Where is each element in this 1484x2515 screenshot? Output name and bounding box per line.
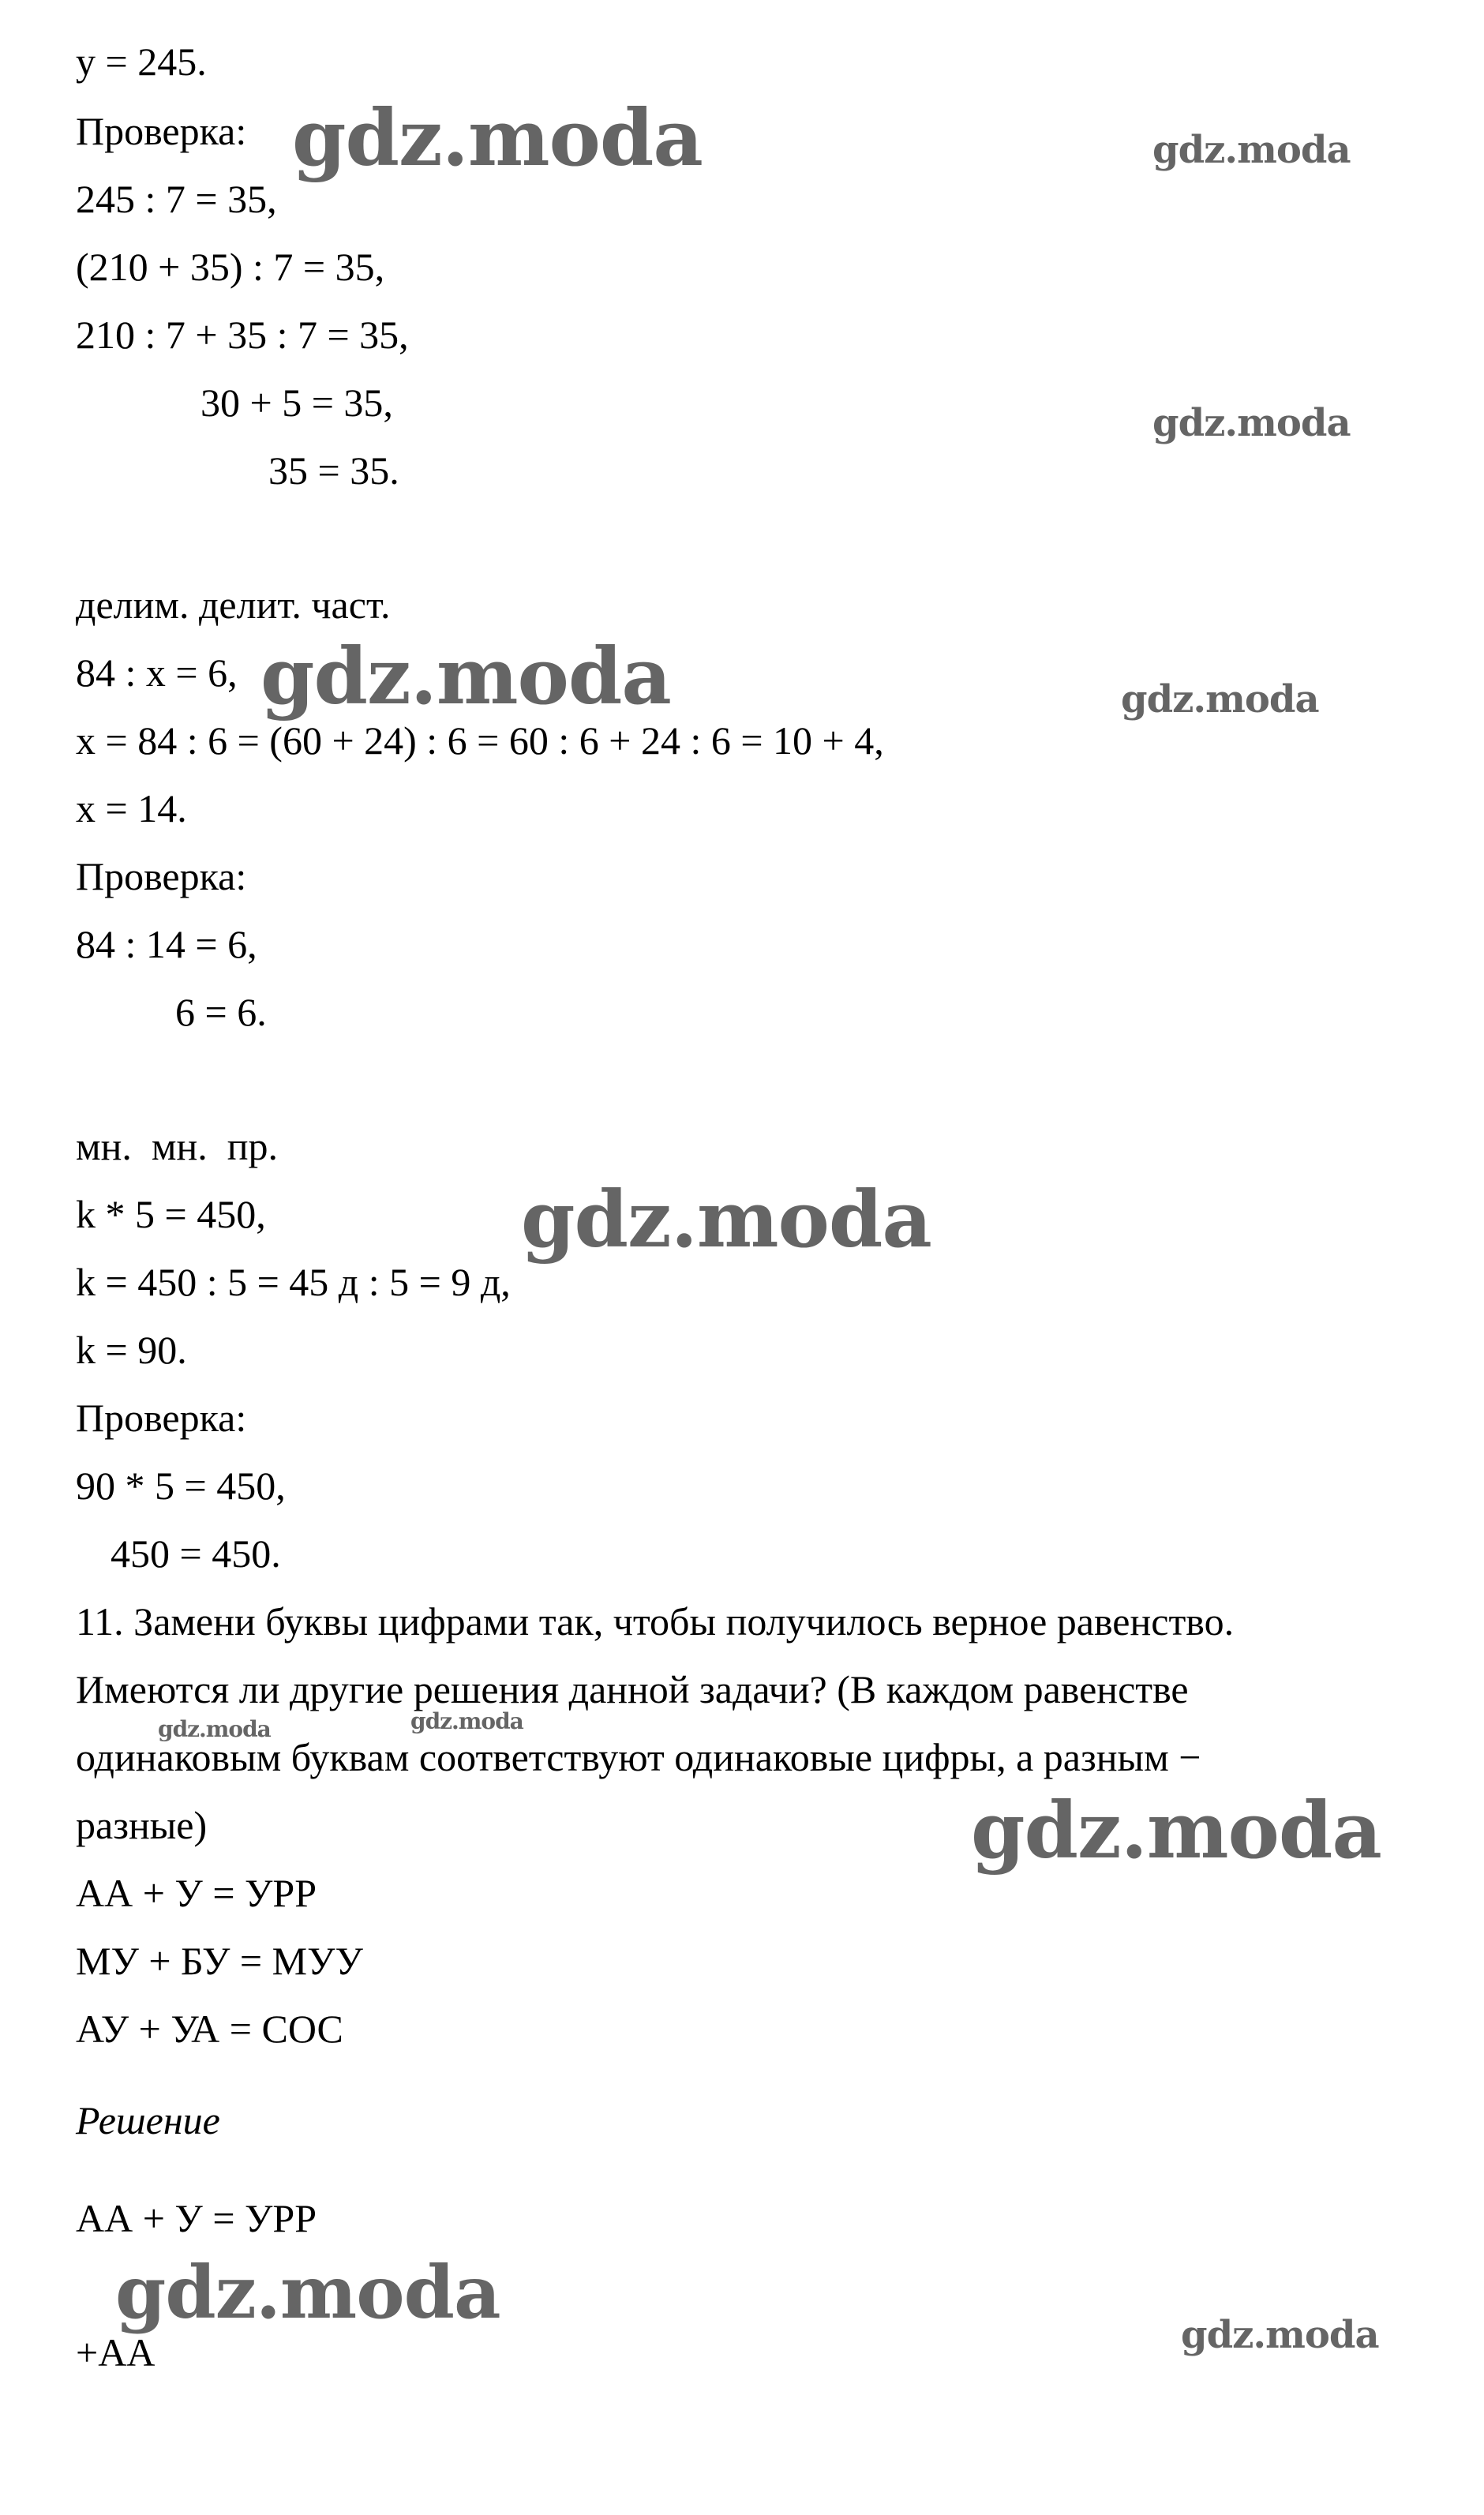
watermark: gdz.moda xyxy=(115,2250,500,2335)
text-line: 84 : x = 6, xyxy=(76,650,238,695)
text-line: 84 : 14 = 6, xyxy=(76,922,257,966)
text-line: 245 : 7 = 35, xyxy=(76,177,277,221)
text-line: (210 + 35) : 7 = 35, xyxy=(76,245,385,289)
watermark: gdz.moda xyxy=(1181,2313,1379,2357)
text-line: +АА xyxy=(76,2330,156,2374)
text-line: 450 = 450. xyxy=(111,1531,281,1576)
text-line: k = 90. xyxy=(76,1328,187,1372)
watermark: gdz.moda xyxy=(260,632,671,722)
text-line: делим. делит. част. xyxy=(76,583,391,627)
watermark: gdz.moda xyxy=(1152,401,1351,445)
watermark: gdz.moda xyxy=(1152,128,1351,172)
text-line: x = 84 : 6 = (60 + 24) : 6 = 60 : 6 + 24 : 6 = 10 + 4, xyxy=(76,718,884,763)
text-line: одинаковым буквам соответствуют одинаковые цифры, а разным − xyxy=(76,1735,1201,1779)
text-line: x = 14. xyxy=(76,786,187,830)
equation-line: АА + У = УРР xyxy=(76,1871,317,1915)
text-line: 90 * 5 = 450, xyxy=(76,1464,286,1508)
watermark: gdz.moda xyxy=(971,1786,1381,1876)
text-line: Проверка: xyxy=(76,1396,247,1440)
text-line: 35 = 35. xyxy=(268,448,399,493)
text-line: 6 = 6. xyxy=(175,990,267,1034)
text-line: мн. мн. пр. xyxy=(76,1124,279,1168)
solution-heading: Решение xyxy=(76,2098,220,2142)
text-line: разные) xyxy=(76,1803,208,1847)
equation-line: АУ + УА = СОС xyxy=(76,2007,343,2051)
watermark: gdz.moda xyxy=(158,1716,271,1742)
watermark: gdz.moda xyxy=(292,93,703,184)
watermark: gdz.moda xyxy=(410,1708,523,1734)
text-line: k = 450 : 5 = 45 д : 5 = 9 д, xyxy=(76,1260,511,1304)
task-heading: 11. Замени буквы цифрами так, чтобы получилось верное равенство. xyxy=(76,1599,1235,1644)
text-line: 210 : 7 + 35 : 7 = 35, xyxy=(76,313,409,357)
watermark: gdz.moda xyxy=(521,1175,931,1265)
text-line: Проверка: xyxy=(76,109,247,153)
equation-line: АА + У = УРР xyxy=(76,2196,317,2240)
text-line: 30 + 5 = 35, xyxy=(200,380,393,425)
text-line: y = 245. xyxy=(76,39,207,84)
text-line: Проверка: xyxy=(76,854,247,898)
text-line: k * 5 = 450, xyxy=(76,1192,266,1236)
watermark: gdz.moda xyxy=(1121,677,1319,722)
text-line: Имеются ли другие решения данной задачи? (В каждом равенстве xyxy=(76,1667,1189,1711)
equation-line: МУ + БУ = МУУ xyxy=(76,1939,363,1983)
